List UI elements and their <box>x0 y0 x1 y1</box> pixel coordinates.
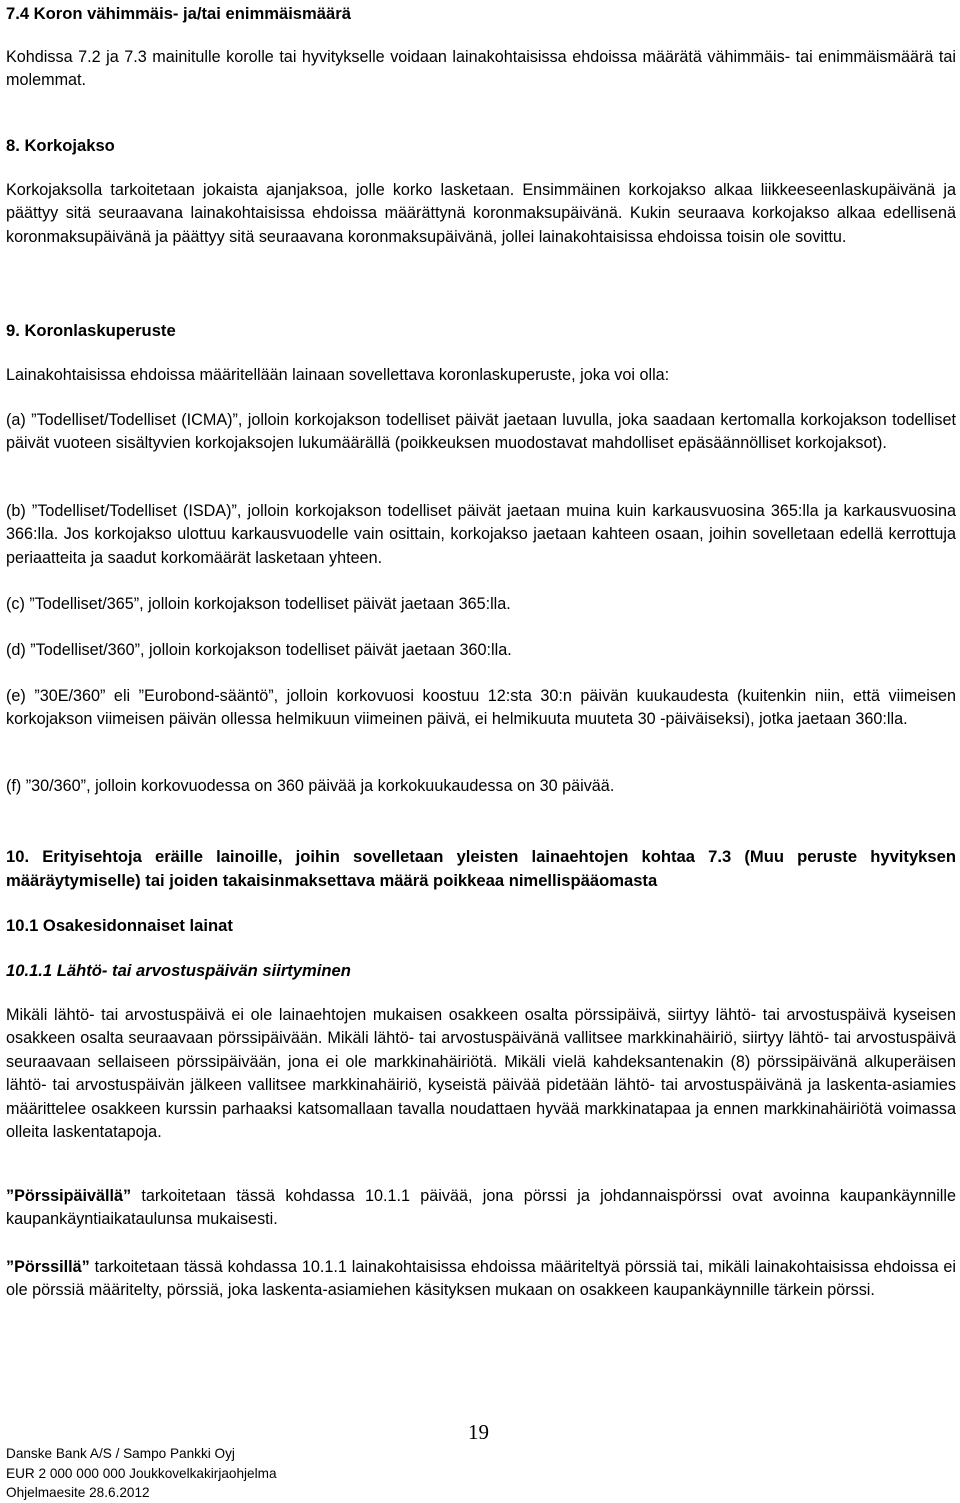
section-9-item-d: (d) ”Todelliset/360”, jolloin korkojakson todelliset päivät jaetaan 360:lla. <box>6 641 512 659</box>
definition-text: tarkoitetaan tässä kohdassa 10.1.1 päivää, jona pörssi ja johdannaispörssi ovat avoinna kaupankäynnille kaupankäyntiaikataulunsa mukaisesti. <box>6 1187 956 1229</box>
footer-prospectus-date: Ohjelmaesite 28.6.2012 <box>6 1485 150 1501</box>
section-9-item-b: (b) ”Todelliset/Todelliset (ISDA)”, jolloin korkojakson todelliset päivät jaetaan muina kuin karkausvuosina 365:lla ja karkausvuosina 366:lla. Jos korkojakso ulottuu karkausvuodelle vain osittain, korkojakso jaetaan kahteen osaan, joihin sovelletaan edellä kerrottuja periaatteita ja saadut korkomäärät lasketaan yhteen. <box>6 502 956 567</box>
section-10-1-heading: 10.1 Osakesidonnaiset lainat <box>6 916 233 935</box>
definition-porssi <box>6 1256 956 1303</box>
footer-programme: EUR 2 000 000 000 Joukkovelkakirjaohjelma <box>6 1465 277 1481</box>
section-8-paragraph: Korkojaksolla tarkoitetaan jokaista ajanjaksoa, jolle korko lasketaan. Ensimmäinen korkojakso alkaa liikkeeseenlaskupäivänä ja päättyy sitä seuraavana lainakohtaisissa ehdoissa määrättynä koronmaksupäivänä. Kukin seuraava korkojakso alkaa edellisenä koronmaksupäivänä ja päättyy sitä seuraavana koronmaksupäivänä, jollei lainakohtaisissa ehdoissa toisin ole sovittu. <box>6 181 956 246</box>
section-9-item-a: (a) ”Todelliset/Todelliset (ICMA)”, jolloin korkojakson todelliset päivät jaetaan luvulla, joka saadaan kertomalla korkojakson todelliset päivät vuoteen sisältyvien korkojaksojen lukumäärällä (poikkeuksen muodostavat mahdolliset epäsäännölliset korkojaksot). <box>6 411 956 453</box>
page-footer <box>6 1444 277 1503</box>
page-number: 19 <box>468 1420 489 1444</box>
section-7-4-heading: 7.4 Koron vähimmäis- ja/tai enimmäismäärä <box>6 4 351 23</box>
definition-term: ”Pörssillä” <box>6 1258 90 1276</box>
section-8-heading: 8. Korkojakso <box>6 136 115 155</box>
section-9-heading: 9. Koronlaskuperuste <box>6 321 176 340</box>
section-9-item-e: (e) ”30E/360” eli ”Eurobond-sääntö”, jolloin korkovuosi koostuu 12:sta 30:n päivän kuukaudesta (kuitenkin niin, että viimeisen korkojakson viimeisen päivän ollessa helmikuun viimeinen päivä, ei helmikuuta muuteta 30 -päiväiseksi), jotka jaetaan 360:lla. <box>6 687 956 729</box>
section-10-1-1-heading: 10.1.1 Lähtö- tai arvostuspäivän siirtyminen <box>6 961 351 980</box>
section-9-item-c: (c) ”Todelliset/365”, jolloin korkojakson todelliset päivät jaetaan 365:lla. <box>6 595 511 613</box>
section-9-intro: Lainakohtaisissa ehdoissa määritellään lainaan sovellettava koronlaskuperuste, joka voi olla: <box>6 366 670 384</box>
section-10-1-1-paragraph: Mikäli lähtö- tai arvostuspäivä ei ole lainaehtojen mukaisen osakkeen osalta pörssipäivä, siirtyy lähtö- tai arvostuspäivä kyseisen osakkeen osalta seuraavaan pörssipäivään. Mikäli lähtö- tai arvostuspäivänä vallitsee markkinahäiriö, siirtyy lähtö- tai arvostuspäivä seuraavaan sellaiseen pörssipäivään, jona ei ole markkinahäiriötä. Mikäli vielä kahdeksantenakin (8) pörssipäivänä alkuperäisen lähtö- tai arvostuspäivän jälkeen vallitsee markkinahäiriö, kyseistä päivää pidetään lähtö- tai arvostuspäivänä ja laskenta-asiamies määrittelee osakkeen kurssin parhaaksi katsomallaan tavalla noudattaen hyvää markkinatapaa ja ennen markkinahäiriötä voimassa olleita laskentatapoja. <box>6 1006 956 1142</box>
definition-porssipaiva <box>6 1185 956 1232</box>
section-9-item-f: (f) ”30/360”, jolloin korkovuodessa on 360 päivää ja korkokuukaudessa on 30 päivää. <box>6 777 615 795</box>
footer-issuer: Danske Bank A/S / Sampo Pankki Oyj <box>6 1446 235 1461</box>
definition-term: ”Pörssipäivällä” <box>6 1187 132 1205</box>
section-10-heading: 10. Erityisehtoja eräille lainoille, joihin sovelletaan yleisten lainaehtojen kohtaa 7.3 (Muu peruste hyvityksen määräytymiselle) tai joiden takaisinmaksettava määrä poikkeaa nimellispääomasta <box>6 847 956 890</box>
definition-text: tarkoitetaan tässä kohdassa 10.1.1 lainakohtaisissa ehdoissa määriteltyä pörssiä tai, mikäli lainakohtaisissa ehdoissa ei ole pörssiä määritelty, pörssiä, joka laskenta-asiamiehen käsityksen mukaan on osakkeen kaupankäynnille tärkein pörssi. <box>6 1258 956 1300</box>
section-7-4-paragraph: Kohdissa 7.2 ja 7.3 mainitulle korolle tai hyvitykselle voidaan lainakohtaisissa ehdoissa määrätä vähimmäis- tai enimmäismäärä tai molemmat. <box>6 48 956 90</box>
